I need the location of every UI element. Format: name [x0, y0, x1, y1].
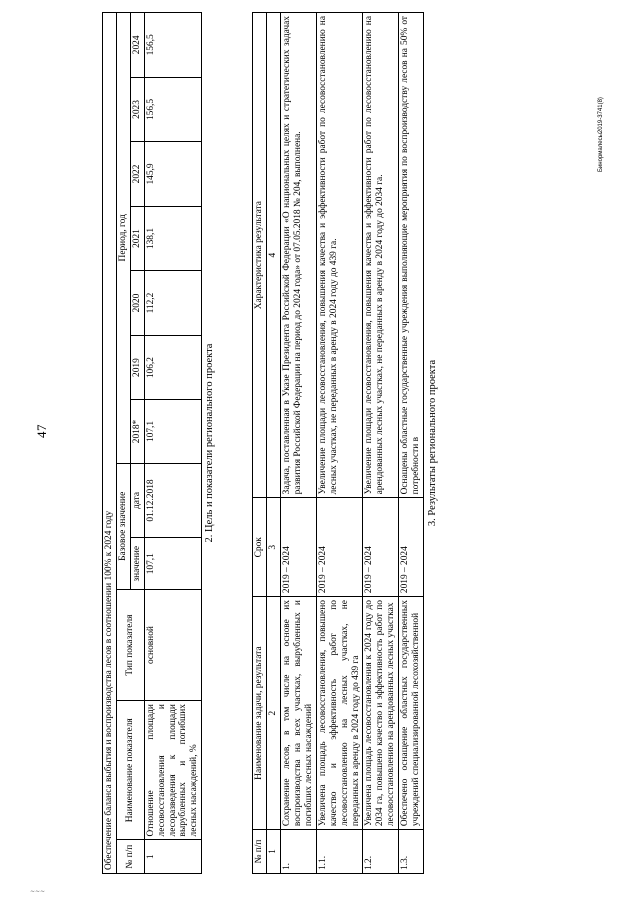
- indicator-no: 1: [144, 840, 202, 874]
- header-row-1: [116, 13, 130, 874]
- result-no: 1.: [281, 830, 317, 874]
- results-header-term: Срок: [253, 498, 267, 597]
- header-year: 2021: [130, 206, 144, 271]
- header-no: № п/п: [116, 840, 144, 874]
- results-numbers-row: [267, 13, 281, 874]
- indicator-base-date: 01.12.2018: [144, 463, 202, 538]
- header-base-value: значение: [130, 538, 144, 590]
- result-term: 2019 – 2024: [316, 498, 363, 597]
- result-row: [399, 13, 424, 874]
- header-year: 2024: [130, 13, 144, 78]
- column-number: 4: [267, 13, 281, 498]
- rotated-sheet: [96, 12, 442, 874]
- results-table: [252, 12, 424, 874]
- indicator-base-value: 107,1: [144, 538, 202, 590]
- indicator-value: 107,1: [144, 400, 202, 463]
- indicator-value: 156,5: [144, 13, 202, 78]
- result-row: [281, 13, 317, 874]
- header-year: 2022: [130, 142, 144, 207]
- header-base-date: дата: [130, 463, 144, 538]
- result-name: Сохранение лесов, в том числе на основе их воспроизводства на всех участках, вырубленных и погибших лесных насаждений: [281, 597, 317, 830]
- results-header-char: Характеристика результата: [253, 13, 267, 498]
- result-no: 1.1.: [316, 830, 363, 874]
- column-number: 1: [267, 830, 281, 874]
- results-header-name: Наименование задачи, результата: [253, 597, 267, 830]
- result-name: Увеличена площадь лесовосстановления, повышено качество и эффективность работ по лесовосстановлению на лесных участках, не переданных в аренду в 2024 году до 439 га: [316, 597, 363, 830]
- section3-title: 3. Результаты регионального проекта: [426, 359, 438, 527]
- header-year: 2018*: [130, 400, 144, 463]
- result-name: Обеспечено оснащение областных государственных учреждений специализированной лесохозяйственной: [399, 597, 424, 830]
- result-no: 1.3.: [399, 830, 424, 874]
- indicator-value: 156,5: [144, 77, 202, 142]
- result-name: Увеличена площадь лесовосстановления к 2024 году до 2034 га, повышено качество и эффективность работ по лесовосстановлению на арендованных лесных участках: [363, 597, 399, 830]
- margin-mark: ∼∼∼: [30, 889, 46, 895]
- result-term: 2019 – 2024: [363, 498, 399, 597]
- indicator-value: 106,2: [144, 335, 202, 400]
- indicator-value: 112,2: [144, 271, 202, 336]
- result-characteristic: Увеличение площади лесовосстановления, повышения качества и эффективности работ по лесовосстановлению на лесных участках, не переданных в аренду в 2024 году до 439 га.: [316, 13, 363, 498]
- result-characteristic: Увеличение площади лесовосстановления, повышения качества и эффективности работ по лесовосстановлению на арендованных лесных участках, не переданных в аренду в 2024 году до 2034 га.: [363, 13, 399, 498]
- page-number: 47: [34, 424, 49, 438]
- section2-title: 2. Цель и показатели регионального проекта: [204, 343, 216, 543]
- indicator-value: 138,1: [144, 206, 202, 271]
- column-number: 3: [267, 498, 281, 597]
- result-row: [316, 13, 363, 874]
- column-number: 2: [267, 597, 281, 830]
- indicator-value: 145,9: [144, 142, 202, 207]
- footer-code: Бинормалесы2019-3741(8): [598, 97, 604, 172]
- header-base: Базовое значение: [116, 463, 130, 589]
- header-name: Наименование показателя: [116, 701, 144, 840]
- results-header-row: [253, 13, 267, 874]
- result-characteristic: Оснащены областные государственные учреждения выполняющие мероприятия по воспроизводству лесов на 50% от потребности в: [399, 13, 424, 498]
- indicator-type: основной: [144, 590, 202, 701]
- goal-text: Обеспечение баланса выбытия и воспроизводства лесов в соотношении 100% к 2024 году: [103, 13, 117, 874]
- indicator-name: Отношение площади лесовосстановления и лесоразведения к площади вырубленных и погибших лесных насаждений, %: [144, 701, 202, 840]
- goal-row: [103, 13, 117, 874]
- result-term: 2019 – 2024: [281, 498, 317, 597]
- header-type: Тип показателя: [116, 590, 144, 701]
- indicator-row: [144, 13, 202, 874]
- result-characteristic: Задача, поставленная в Указе Президента Российской Федерации «О национальных целях и стратегических задачах развития Российской Федерации на период до 2024 года» от 07.05.2018 № 204, выполнена.: [281, 13, 317, 498]
- result-term: 2019 – 2024: [399, 498, 424, 597]
- indicators-table: [102, 12, 202, 874]
- result-row: [363, 13, 399, 874]
- result-no: 1.2.: [363, 830, 399, 874]
- header-year: 2023: [130, 77, 144, 142]
- header-year: 2020: [130, 271, 144, 336]
- results-header-no: № п/п: [253, 830, 267, 874]
- header-period: Период, год: [116, 13, 130, 464]
- header-year: 2019: [130, 335, 144, 400]
